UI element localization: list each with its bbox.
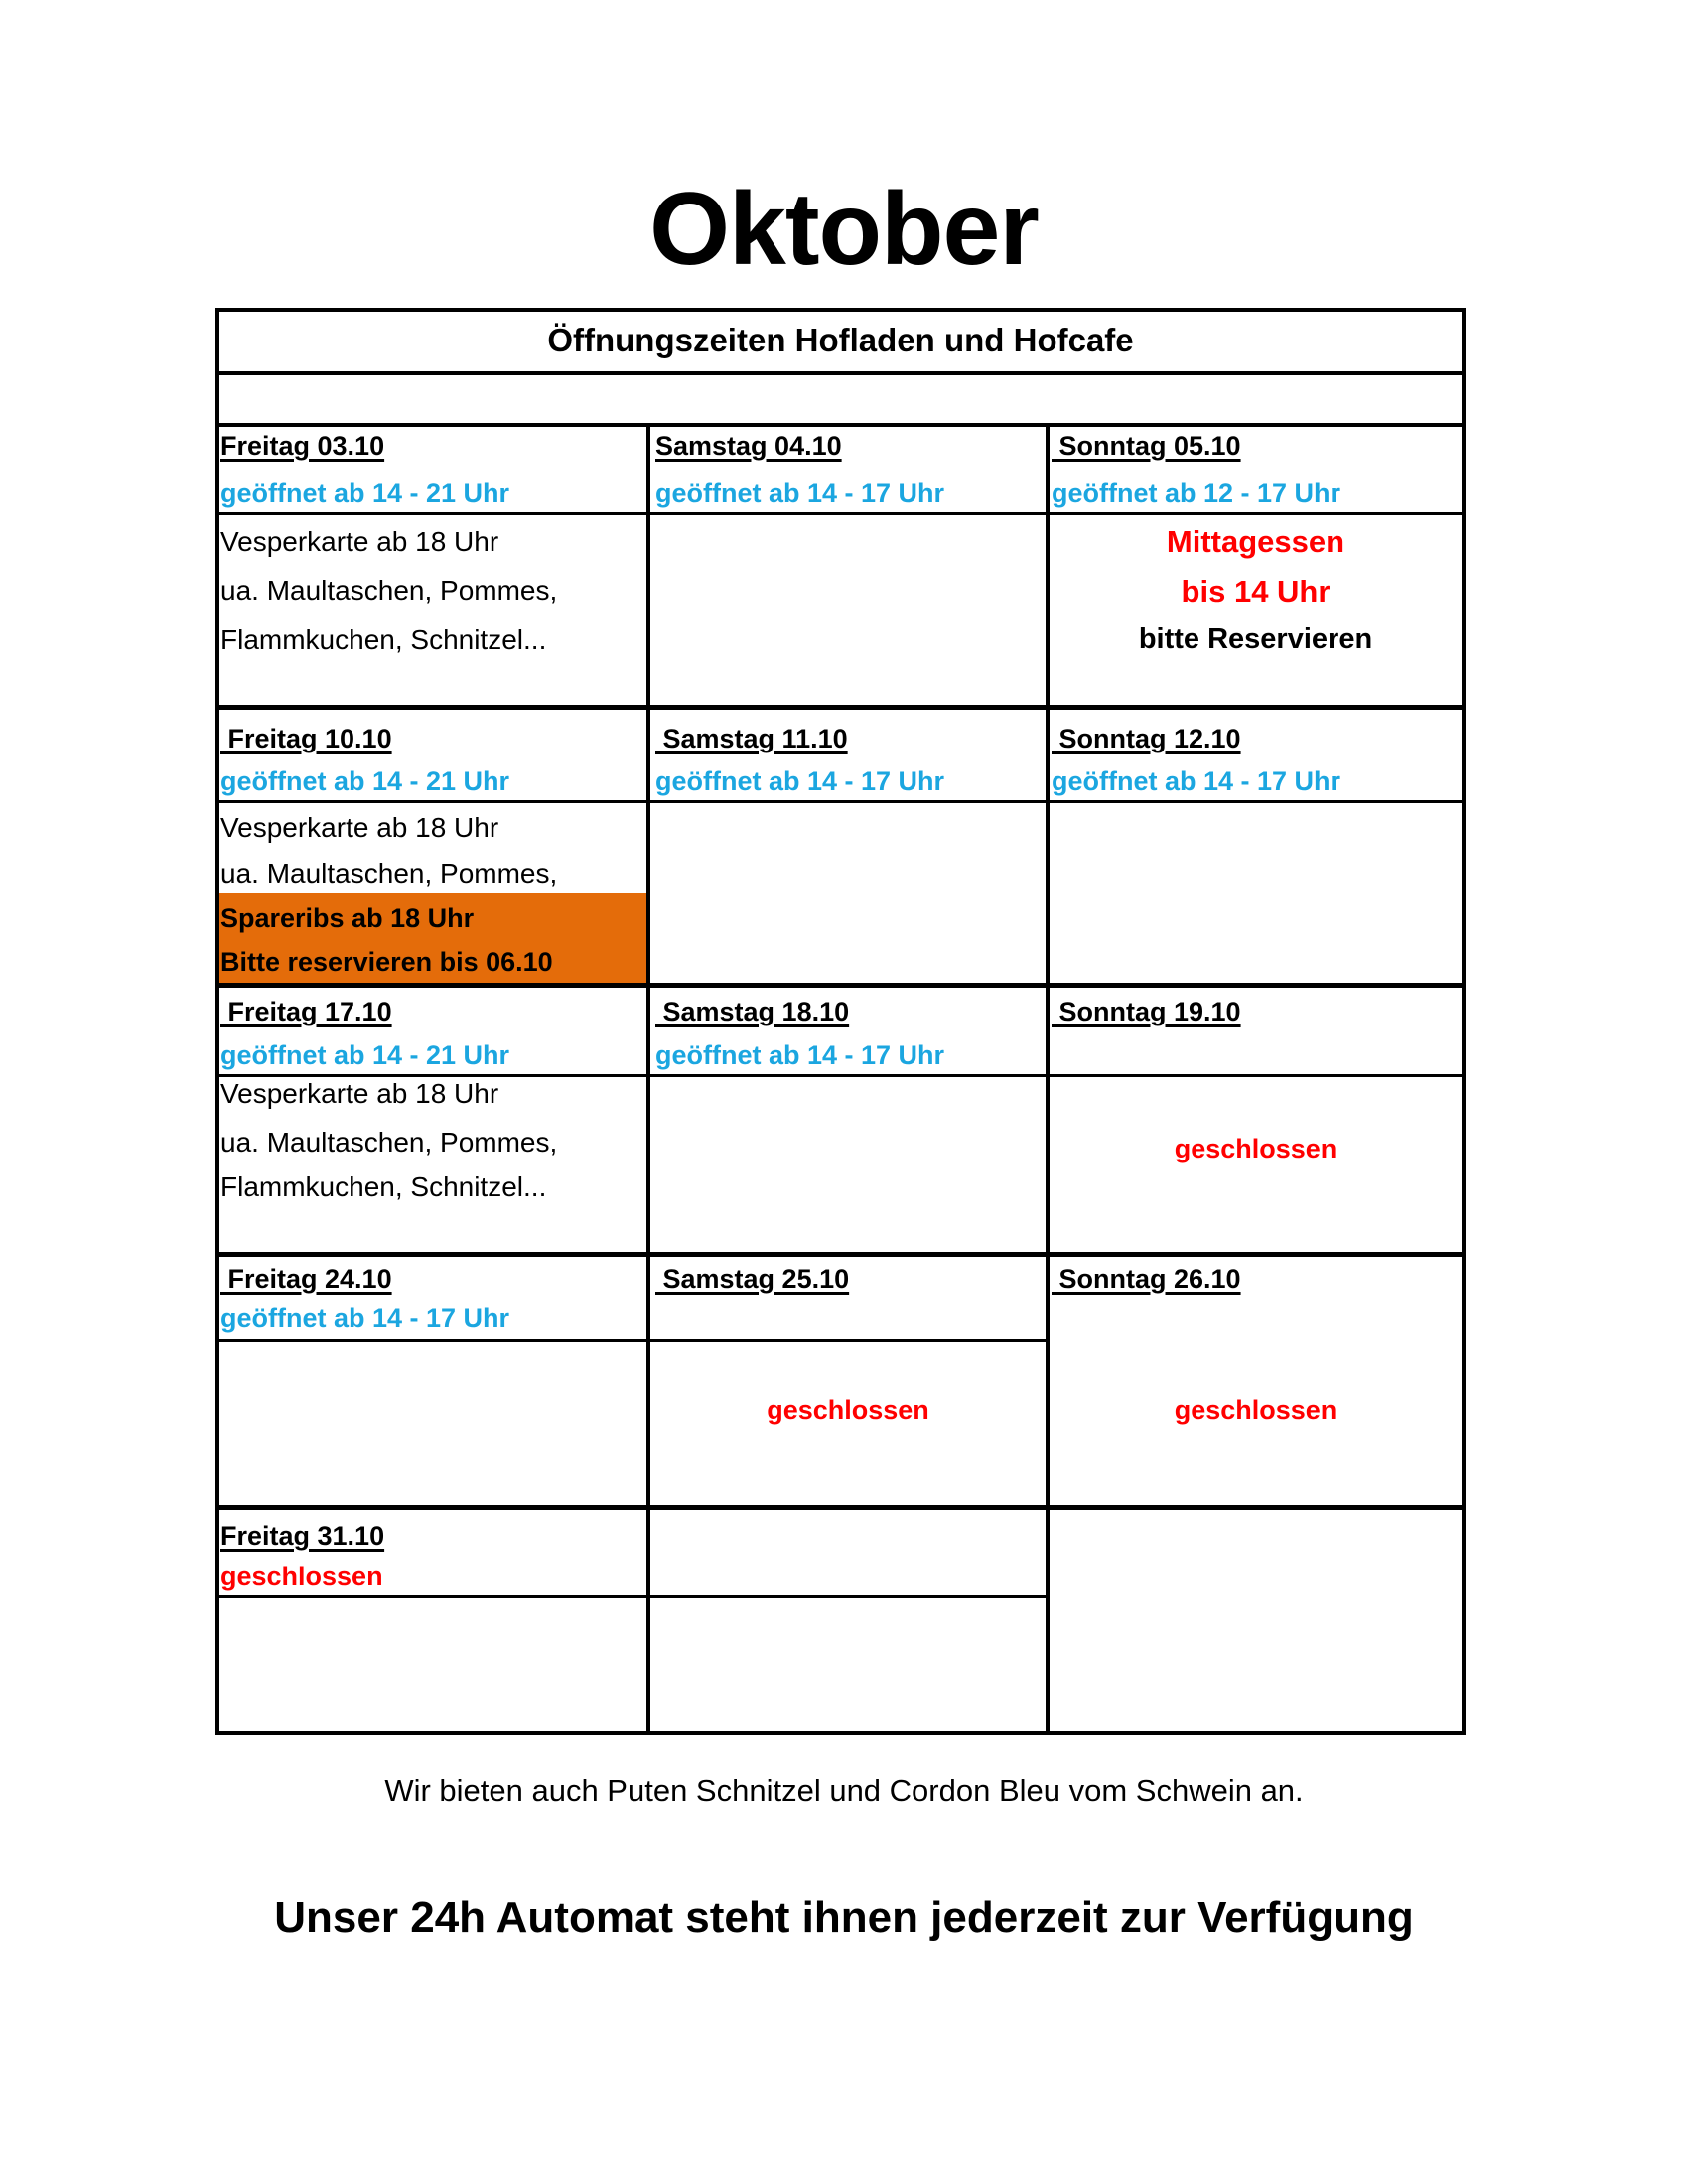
- divider: [215, 800, 1466, 803]
- menu-line: ua. Maultaschen, Pommes,: [220, 575, 558, 606]
- day-label: Sonntag 05.10: [1052, 431, 1241, 461]
- menu-line: Vesperkarte ab 18 Uhr: [220, 1078, 499, 1109]
- opening-hours: geöffnet ab 12 - 17 Uhr: [1052, 478, 1341, 508]
- opening-hours: geöffnet ab 14 - 17 Uhr: [655, 478, 945, 508]
- menu-line: ua. Maultaschen, Pommes,: [220, 858, 558, 888]
- week-divider: [215, 983, 1466, 988]
- week-divider: [215, 1252, 1466, 1257]
- day-label: Sonntag 19.10: [1052, 997, 1241, 1026]
- column-divider: [646, 425, 650, 1735]
- divider: [215, 1339, 1048, 1342]
- day-label: Samstag 04.10: [655, 431, 842, 461]
- lunch-notice: bis 14 Uhr: [1181, 574, 1331, 609]
- day-label: Freitag 10.10: [220, 724, 392, 753]
- opening-hours: geöffnet ab 14 - 17 Uhr: [655, 1040, 945, 1070]
- day-label: Freitag 24.10: [220, 1264, 392, 1294]
- menu-line: Vesperkarte ab 18 Uhr: [220, 526, 499, 557]
- day-label: Freitag 17.10: [220, 997, 392, 1026]
- closed-status: geschlossen: [767, 1395, 929, 1425]
- closed-status: geschlossen: [1174, 1134, 1337, 1163]
- day-label: Freitag 31.10: [220, 1521, 385, 1551]
- table-caption: Öffnungszeiten Hofladen und Hofcafe: [547, 322, 1134, 358]
- table-border-right: [1462, 308, 1466, 1735]
- opening-hours: geöffnet ab 14 - 17 Uhr: [1052, 766, 1341, 796]
- opening-hours: geöffnet ab 14 - 21 Uhr: [220, 478, 510, 508]
- reservation-notice: bitte Reservieren: [1138, 623, 1373, 655]
- day-label: Sonntag 26.10: [1052, 1264, 1241, 1294]
- lunch-notice: Mittagessen: [1166, 524, 1345, 559]
- week-divider: [215, 1505, 1466, 1510]
- automat-notice: Unser 24h Automat steht ihnen jederzeit zur Verfügung: [274, 1893, 1414, 1942]
- footer-note: Wir bieten auch Puten Schnitzel und Cordon Bleu vom Schwein an.: [384, 1773, 1304, 1808]
- day-label: Samstag 18.10: [655, 997, 850, 1026]
- menu-line: Vesperkarte ab 18 Uhr: [220, 812, 499, 843]
- opening-hours-table: [215, 308, 1466, 1734]
- opening-hours: geöffnet ab 14 - 21 Uhr: [220, 1040, 510, 1070]
- divider: [215, 423, 1466, 427]
- opening-hours: geöffnet ab 14 - 21 Uhr: [220, 766, 510, 796]
- week-divider: [215, 705, 1466, 710]
- month-title: Oktober: [649, 172, 1039, 287]
- day-label: Samstag 25.10: [655, 1264, 850, 1294]
- menu-line: Flammkuchen, Schnitzel...: [220, 1171, 547, 1202]
- spareribs-reservation: Bitte reservieren bis 06.10: [220, 947, 553, 977]
- opening-hours: geöffnet ab 14 - 17 Uhr: [655, 766, 945, 796]
- day-label: Sonntag 12.10: [1052, 724, 1241, 753]
- day-label: Samstag 11.10: [655, 724, 848, 753]
- divider: [215, 1074, 1466, 1077]
- day-label: Freitag 03.10: [220, 431, 385, 461]
- table-border-left: [215, 308, 219, 1735]
- closed-status: geschlossen: [1174, 1395, 1337, 1425]
- divider: [215, 371, 1466, 375]
- menu-line: ua. Maultaschen, Pommes,: [220, 1127, 558, 1158]
- divider: [215, 512, 1466, 515]
- divider: [215, 1595, 1048, 1598]
- spareribs-notice: Spareribs ab 18 Uhr: [220, 903, 475, 933]
- menu-line: Flammkuchen, Schnitzel...: [220, 624, 547, 655]
- table-border-bottom: [215, 1731, 1466, 1735]
- closed-status: geschlossen: [220, 1562, 383, 1591]
- column-divider: [1046, 425, 1050, 1735]
- opening-hours: geöffnet ab 14 - 17 Uhr: [220, 1303, 510, 1333]
